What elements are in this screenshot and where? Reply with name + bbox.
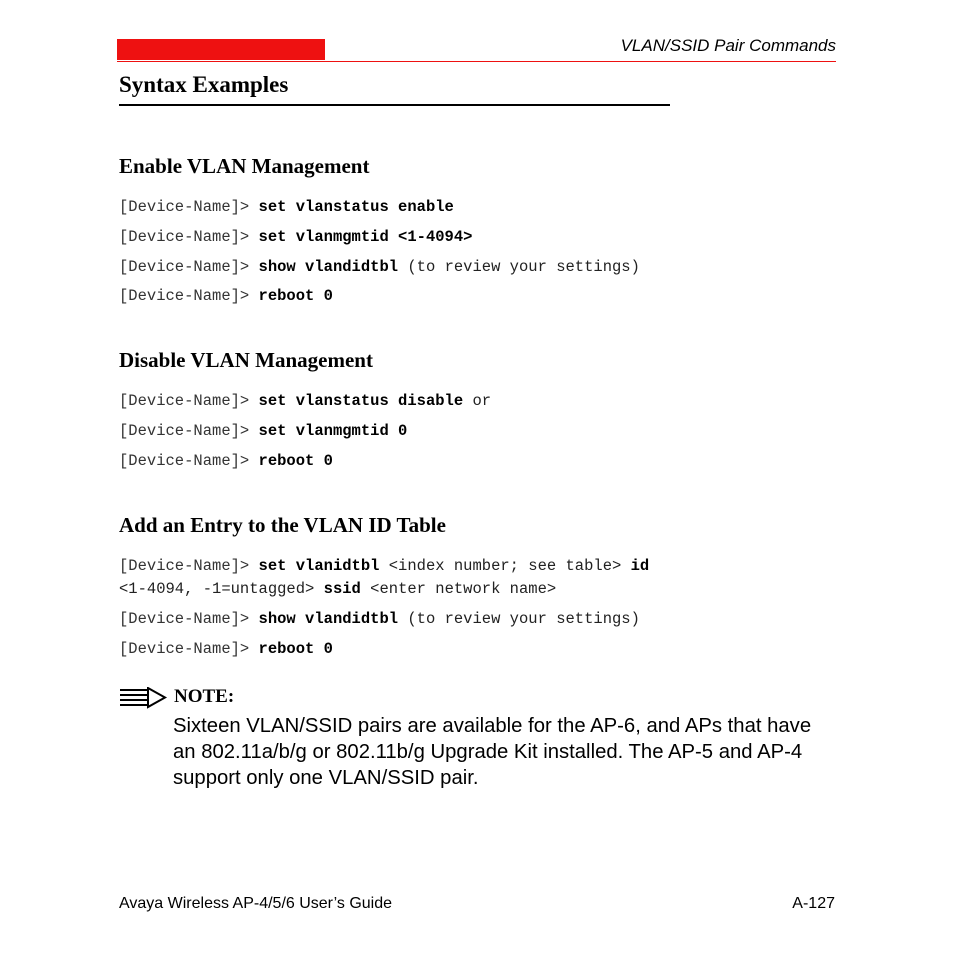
header-red-bar [117, 39, 325, 60]
heading-disable-vlan: Disable VLAN Management [119, 348, 373, 372]
code-line: [Device-Name]> reboot 0 [119, 640, 333, 658]
code-line: [Device-Name]> reboot 0 [119, 452, 333, 470]
footer-guide-title: Avaya Wireless AP-4/5/6 User’s Guide [119, 895, 393, 912]
code-line-entry: [Device-Name]> set vlanidtbl <index number; see table> id [119, 557, 650, 575]
footer-page-number: A-127 [792, 895, 835, 912]
code-line-entry-cont: <1-4094, -1=untagged> ssid <enter network name> [119, 580, 557, 598]
note-label: NOTE: [174, 686, 235, 707]
code-line: [Device-Name]> set vlanmgmtid 0 [119, 422, 408, 440]
code-line: [Device-Name]> show vlandidtbl (to review your settings) [119, 258, 640, 276]
running-header-title: VLAN/SSID Pair Commands [620, 36, 836, 55]
code-line: [Device-Name]> set vlanmgmtid <1-4094> [119, 228, 473, 246]
code-line: [Device-Name]> set vlanstatus disable or [119, 392, 492, 410]
section-title: Syntax Examples [119, 72, 289, 97]
code-line: [Device-Name]> set vlanstatus enable [119, 198, 454, 216]
heading-add-entry: Add an Entry to the VLAN ID Table [119, 513, 446, 537]
heading-enable-vlan: Enable VLAN Management [119, 154, 370, 178]
note-arrow-icon [118, 687, 168, 709]
section-title-underline [119, 104, 670, 106]
code-line: [Device-Name]> reboot 0 [119, 287, 333, 305]
header-rule [117, 61, 836, 62]
code-line: [Device-Name]> show vlandidtbl (to review your settings) [119, 610, 640, 628]
note-text: Sixteen VLAN/SSID pairs are available for the AP-6, and APs that have an 802.11a/b/g or 802.11b/g Upgrade Kit installed. The AP-5 and AP-4 support only one VLAN/SSID pair. [173, 715, 812, 789]
